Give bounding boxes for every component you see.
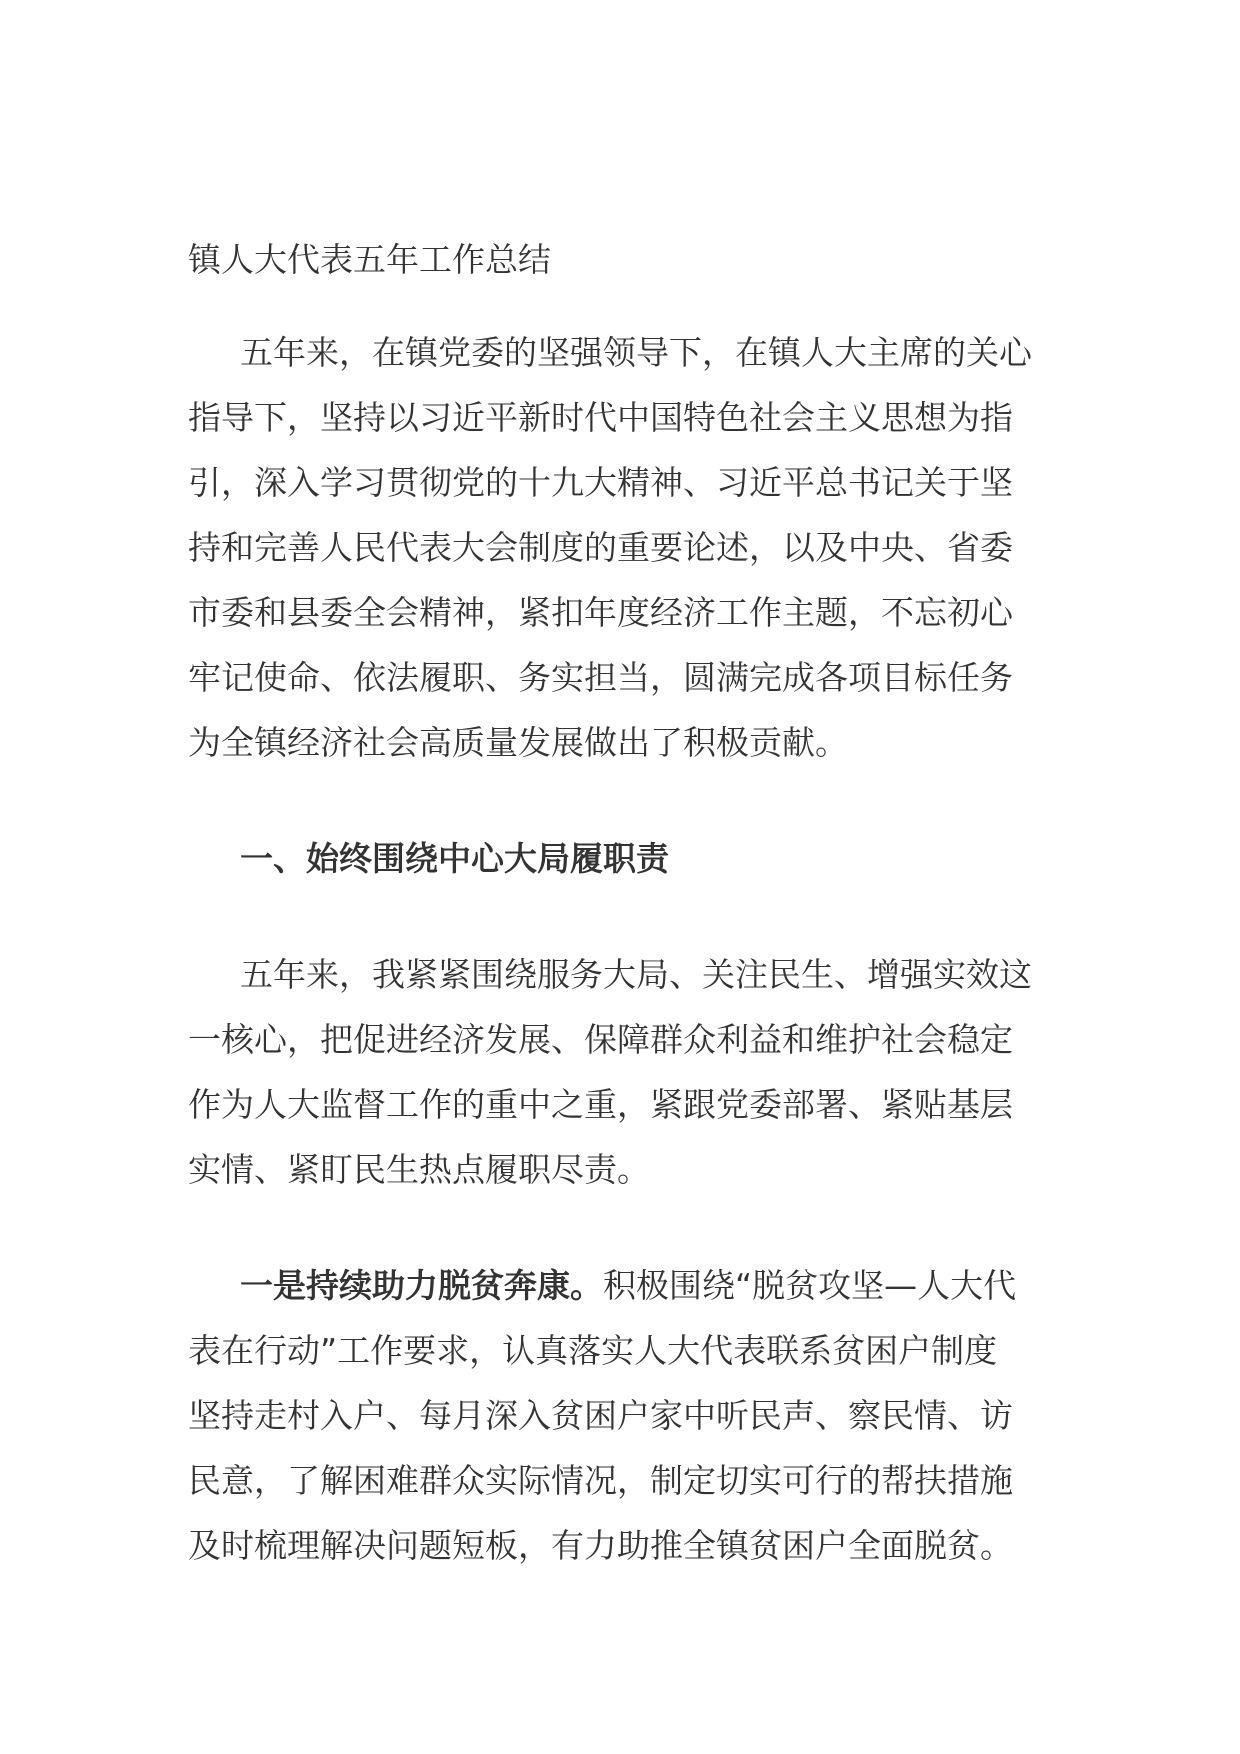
document-title: 镇人大代表五年工作总结 xyxy=(188,240,551,279)
text-line: 市委和县委全会精神，紧扣年度经济工作主题，不忘初心 xyxy=(188,593,1013,632)
text-line: 民意，了解困难群众实际情况，制定切实可行的帮扶措施 xyxy=(188,1461,1013,1500)
text-line: 实情、紧盯民生热点履职尽责。 xyxy=(188,1150,650,1189)
text-line: 表在行动”工作要求，认真落实人大代表联系贫困户制度 xyxy=(188,1331,998,1370)
text-line: 及时梳理解决问题短板，有力助推全镇贫困户全面脱贫。 xyxy=(188,1526,1013,1565)
item-lead-bold: 一是持续助力脱贫奔康。 xyxy=(240,1266,603,1305)
text-line: 坚持走村入户、每月深入贫困户家中听民声、察民情、访 xyxy=(188,1396,1013,1435)
text-line: 指导下，坚持以习近平新时代中国特色社会主义思想为指 xyxy=(188,398,1013,437)
text-line xyxy=(188,1253,1058,1318)
item1-paragraph xyxy=(188,1253,1058,1578)
text-line: 作为人大监督工作的重中之重，紧跟党委部署、紧贴基层 xyxy=(188,1085,1013,1124)
section1-paragraph xyxy=(188,942,1058,1202)
intro-paragraph xyxy=(188,320,1058,775)
text-line: 一核心，把促进经济发展、保障群众利益和维护社会稳定 xyxy=(188,1020,1013,1059)
text-line: 持和完善人民代表大会制度的重要论述，以及中央、省委 xyxy=(188,528,1013,567)
document-page xyxy=(188,236,1058,1629)
item-lead-rest: 积极围绕“脱贫攻坚—人大代 xyxy=(603,1266,1017,1305)
section-heading: 一、始终围绕中心大局履职责 xyxy=(240,839,669,878)
text-line: 五年来，我紧紧围绕服务大局、关注民生、增强实效这 xyxy=(240,955,1032,994)
text-line: 牢记使命、依法履职、务实担当，圆满完成各项目标任务 xyxy=(188,658,1013,697)
text-line: 引，深入学习贯彻党的十九大精神、习近平总书记关于坚 xyxy=(188,463,1013,502)
text-line: 五年来，在镇党委的坚强领导下，在镇人大主席的关心 xyxy=(240,333,1032,372)
text-line: 为全镇经济社会高质量发展做出了积极贡献。 xyxy=(188,723,848,762)
